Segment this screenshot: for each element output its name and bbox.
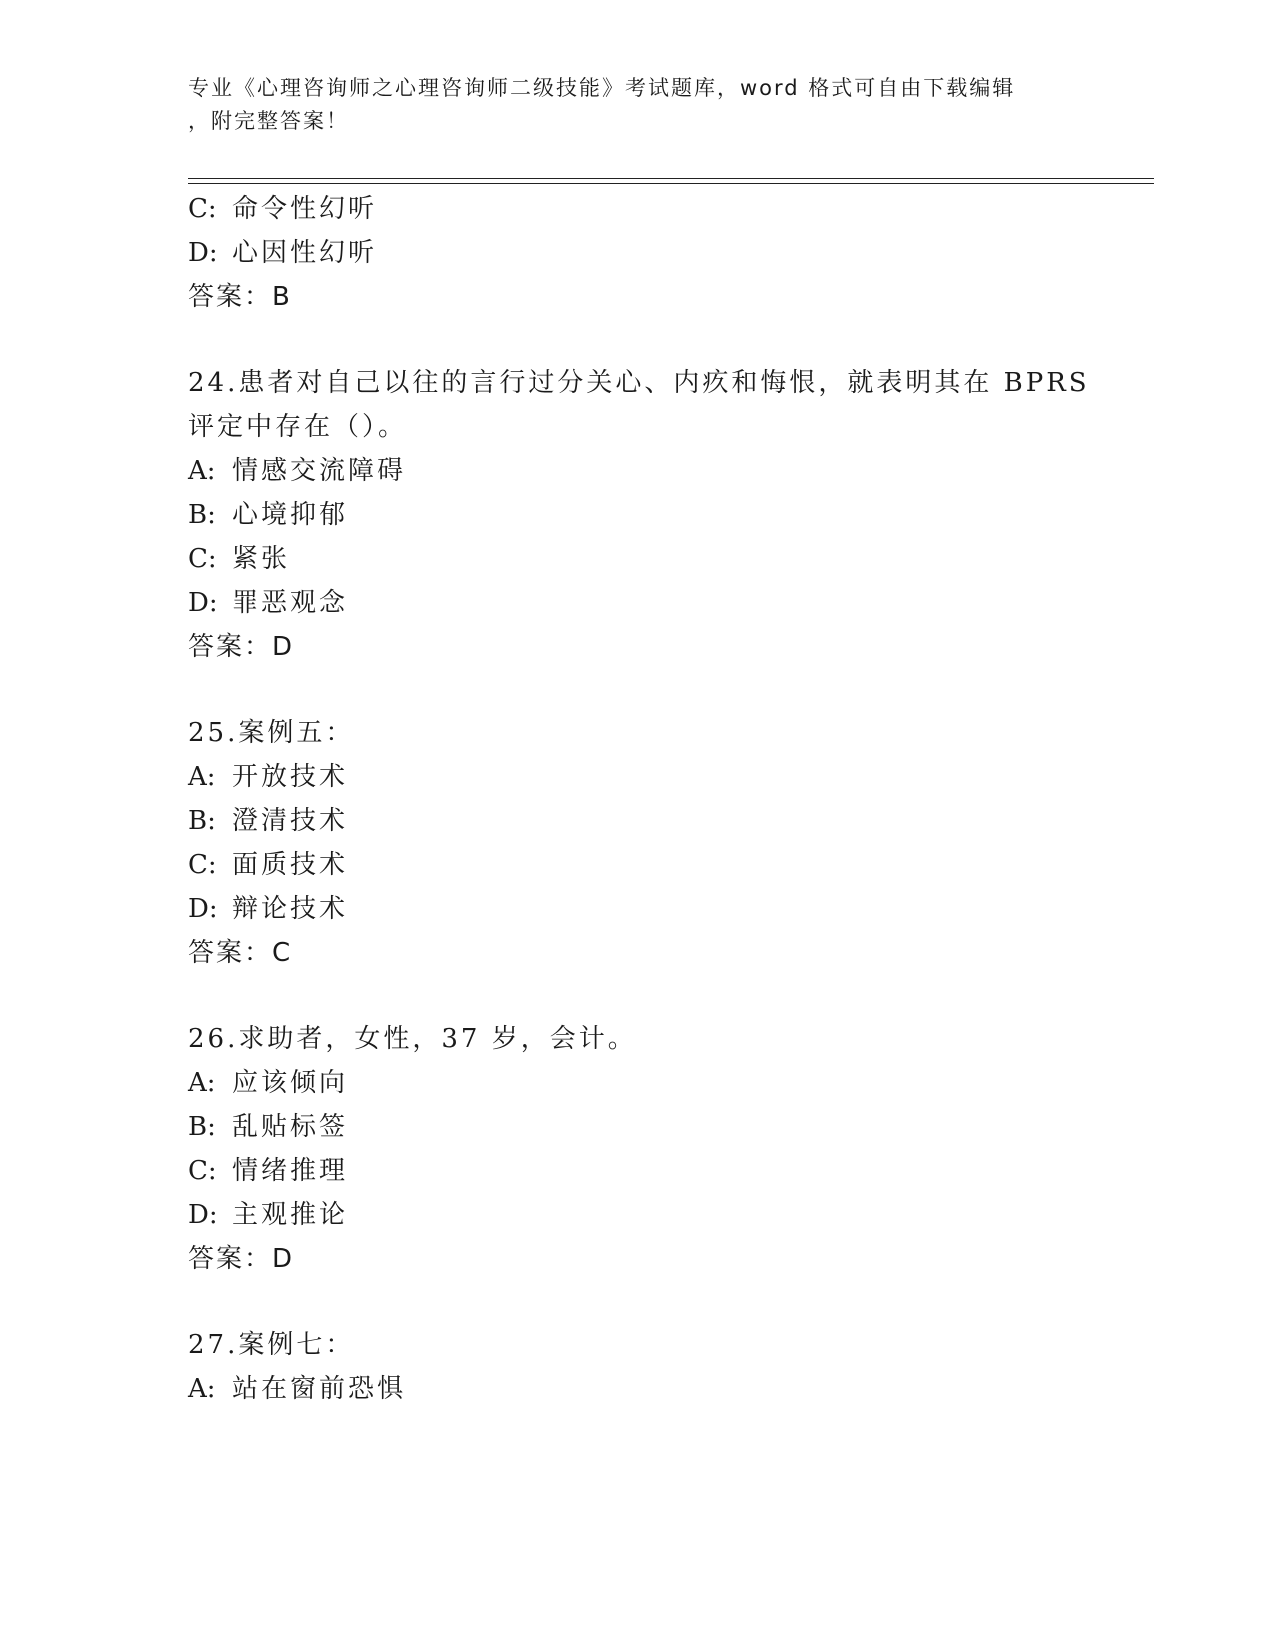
header-divider [188, 178, 1154, 179]
option-d: D: 罪恶观念 [188, 588, 349, 618]
question-stem: 26.求助者，女性，37 岁，会计。 [188, 1024, 637, 1054]
header-divider [188, 183, 1154, 184]
option-c: C: 情绪推理 [188, 1156, 349, 1186]
option-a: A: 站在窗前恐惧 [188, 1374, 407, 1404]
question-stem-continued: 评定中存在（）。 [188, 412, 408, 442]
option-c: C: 面质技术 [188, 850, 349, 880]
answer: 答案：D [188, 632, 295, 662]
header-line-2: ，附完整答案！ [188, 109, 349, 133]
question-stem: 25.案例五： [188, 718, 355, 748]
option-a: A: 开放技术 [188, 762, 349, 792]
document-header [188, 72, 1068, 138]
option-d: D: 辩论技术 [188, 894, 349, 924]
option-a: A: 情感交流障碍 [188, 456, 407, 486]
option-d: D: 主观推论 [188, 1200, 349, 1230]
question-stem: 24.患者对自己以往的言行过分关心、内疚和悔恨，就表明其在 BPRS [188, 368, 1090, 398]
option-a: A: 应该倾向 [188, 1068, 349, 1098]
option-c: C: 命令性幻听 [188, 194, 378, 224]
question-stem: 27.案例七： [188, 1330, 355, 1360]
option-c: C: 紧张 [188, 544, 291, 574]
option-d: D: 心因性幻听 [188, 238, 378, 268]
answer: 答案：D [188, 1244, 295, 1274]
option-b: B: 乱贴标签 [188, 1112, 349, 1142]
header-line-1: 专业《心理咨询师之心理咨询师二级技能》考试题库，word 格式可自由下载编辑 [188, 76, 1016, 100]
option-b: B: 心境抑郁 [188, 500, 349, 530]
answer: 答案：C [188, 938, 293, 968]
answer: 答案：B [188, 282, 292, 312]
option-b: B: 澄清技术 [188, 806, 349, 836]
